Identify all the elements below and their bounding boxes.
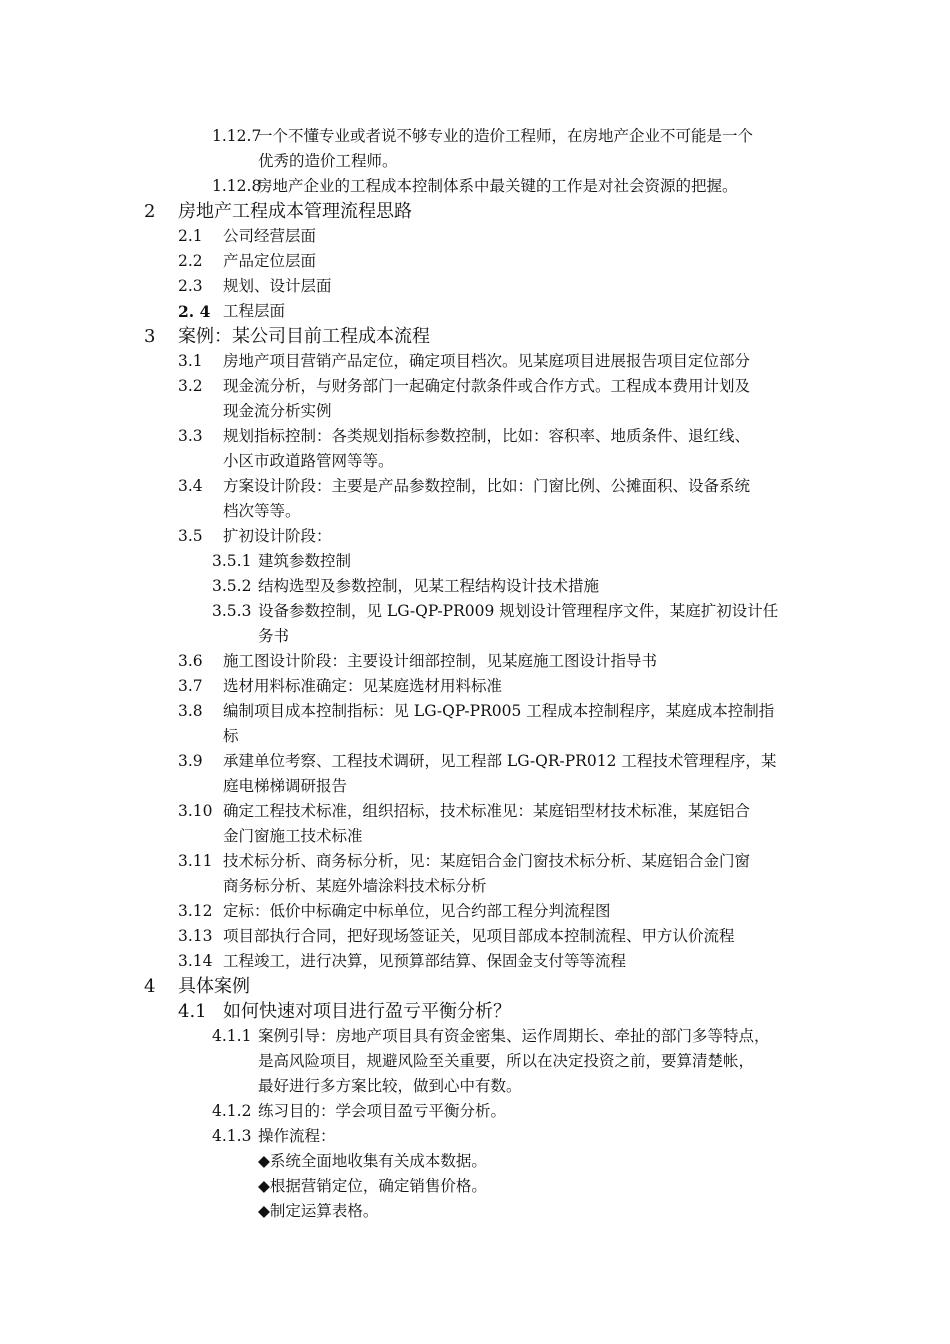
item-continuation: 是高风险项目，规避风险至关重要，所以在决定投资之前，要算清楚帐， [258, 1052, 755, 1070]
item-text: 房地产项目营销产品定位，确定项目档次。见某庭项目进展报告项目定位部分 [223, 352, 751, 370]
item-number: 4.1 [178, 1001, 207, 1022]
item-number: 3.7 [178, 677, 203, 695]
item-number: 2.2 [178, 252, 203, 270]
item-text: 如何快速对项目进行盈亏平衡分析？ [223, 1001, 511, 1022]
item-number: 3.11 [178, 852, 213, 870]
item-number: 2.1 [178, 227, 203, 245]
item-text: 规划、设计层面 [223, 277, 332, 295]
item-number: 3.5.2 [212, 577, 252, 595]
item-text: 案例引导：房地产项目具有资金密集、运作周期长、牵扯的部门多等特点， [258, 1027, 770, 1045]
item-number: 1.12.7 [212, 127, 262, 145]
item-number: 2 [144, 201, 156, 222]
item-text: 扩初设计阶段： [223, 527, 332, 545]
item-continuation: 档次等等。 [223, 502, 301, 520]
item-text: 定标：低价中标确定中标单位，见合约部工程分判流程图 [223, 902, 611, 920]
item-text: 编制项目成本控制指标：见 LG-QP-PR005 工程成本控制程序，某庭成本控制指 [223, 702, 775, 720]
item-number: 3.6 [178, 652, 203, 670]
item-number: 3.2 [178, 377, 203, 395]
item-number: 4.1.2 [212, 1102, 252, 1120]
item-text: 规划指标控制：各类规划指标参数控制，比如：容积率、地质条件、退红线、 [223, 427, 751, 445]
item-text: 工程层面 [223, 302, 286, 320]
item-text: 建筑参数控制 [258, 552, 352, 570]
item-text: 选材用料标准确定：见某庭选材用料标准 [223, 677, 503, 695]
item-number: 3.10 [178, 802, 213, 820]
item-number: 3 [144, 326, 156, 347]
item-number: 3.14 [178, 952, 213, 970]
item-text: 确定工程技术标准，组织招标，技术标准见：某庭铝型材技术标准，某庭铝合 [223, 802, 751, 820]
item-text: 产品定位层面 [223, 252, 317, 270]
item-number: 3.5 [178, 527, 203, 545]
item-number: 3.1 [178, 352, 203, 370]
item-text: 技术标分析、商务标分析，见：某庭铝合金门窗技术标分析、某庭铝合金门窗 [223, 852, 751, 870]
item-number: 4 [144, 976, 156, 997]
item-number: 4.1.3 [212, 1127, 252, 1145]
item-continuation: 庭电梯梯调研报告 [223, 777, 348, 795]
item-number: 3.5.3 [212, 602, 252, 620]
item-text: 项目部执行合同，把好现场签证关，见项目部成本控制流程、甲方认价流程 [223, 927, 735, 945]
item-number: 3.3 [178, 427, 203, 445]
item-number: 3.8 [178, 702, 203, 720]
item-text: 施工图设计阶段：主要设计细部控制，见某庭施工图设计指导书 [223, 652, 658, 670]
item-text: 现金流分析，与财务部门一起确定付款条件或合作方式。工程成本费用计划及 [223, 377, 751, 395]
item-continuation: 金门窗施工技术标准 [223, 827, 363, 845]
item-number: 3.4 [178, 477, 203, 495]
item-number: 1.12.8 [212, 177, 262, 195]
item-text: 房地产企业的工程成本控制体系中最关键的工作是对社会资源的把握。 [257, 177, 738, 195]
item-text: 案例：某公司目前工程成本流程 [178, 326, 430, 347]
bullet-item: ◆根据营销定位，确定销售价格。 [258, 1177, 487, 1195]
item-continuation: 现金流分析实例 [223, 402, 332, 420]
item-text: 具体案例 [178, 976, 250, 997]
item-number: 3.13 [178, 927, 213, 945]
item-number: 2. 4 [178, 302, 211, 321]
item-text: 工程竣工，进行决算，见预算部结算、保固金支付等等流程 [223, 952, 627, 970]
item-continuation: 标 [223, 727, 239, 745]
item-continuation: 小区市政道路管网等等。 [223, 452, 394, 470]
item-text: 房地产工程成本管理流程思路 [178, 201, 412, 222]
item-text: 承建单位考察、工程技术调研，见工程部 LG-QR-PR012 工程技术管理程序，某 [223, 752, 777, 770]
item-number: 2.3 [178, 277, 203, 295]
item-text: 方案设计阶段：主要是产品参数控制，比如：门窗比例、公摊面积、设备系统 [223, 477, 751, 495]
item-text: 操作流程： [258, 1127, 336, 1145]
item-number: 4.1.1 [212, 1027, 252, 1045]
item-text: 设备参数控制，见 LG-QP-PR009 规划设计管理程序文件，某庭扩初设计任 [258, 602, 779, 620]
item-text: 一个不懂专业或者说不够专业的造价工程师，在房地产企业不可能是一个 [257, 127, 754, 145]
item-number: 3.5.1 [212, 552, 252, 570]
item-continuation: 商务标分析、某庭外墙涂料技术标分析 [223, 877, 487, 895]
item-text: 练习目的：学会项目盈亏平衡分析。 [258, 1102, 507, 1120]
bullet-item: ◆系统全面地收集有关成本数据。 [258, 1152, 487, 1170]
item-continuation: 最好进行多方案比较，做到心中有数。 [258, 1077, 522, 1095]
item-text: 公司经营层面 [223, 227, 317, 245]
bullet-item: ◆制定运算表格。 [258, 1202, 379, 1220]
item-number: 3.12 [178, 902, 213, 920]
item-continuation: 优秀的造价工程师。 [258, 152, 398, 170]
item-number: 3.9 [178, 752, 203, 770]
item-continuation: 务书 [258, 627, 290, 645]
item-text: 结构选型及参数控制，见某工程结构设计技术措施 [258, 577, 600, 595]
